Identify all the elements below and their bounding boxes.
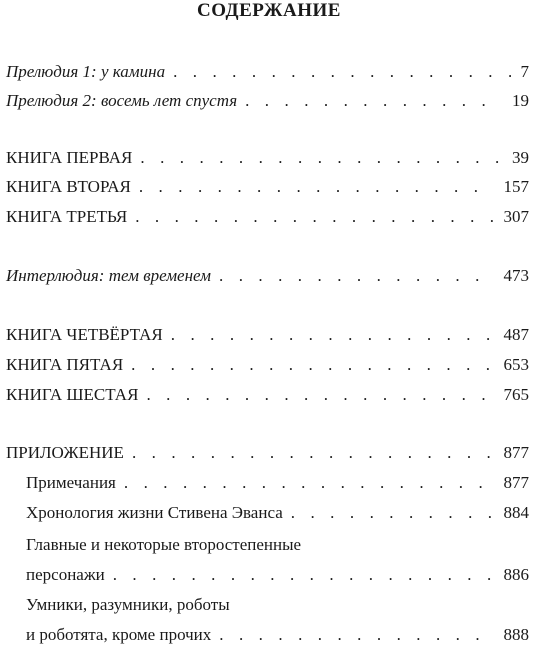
- toc-entry-label: Интерлюдия: тем временем: [6, 266, 211, 285]
- dot-leader: [124, 471, 494, 495]
- dot-leader: [173, 60, 510, 84]
- toc-entry-label: КНИГА ТРЕТЬЯ: [6, 207, 128, 226]
- dot-leader: [139, 175, 494, 199]
- toc-entry-book-4[interactable]: [6, 323, 529, 347]
- dot-leader: [131, 353, 493, 377]
- toc-entry-book-3[interactable]: [6, 205, 529, 229]
- toc-entry-page: 877: [503, 473, 529, 492]
- toc-entry-prelude-1[interactable]: [6, 60, 529, 84]
- dot-leader: [291, 501, 494, 525]
- toc-entry-label: КНИГА ШЕСТАЯ: [6, 385, 139, 404]
- toc-entry-smart-ones-line1[interactable]: Умники, разумники, роботы: [26, 595, 230, 614]
- toc-entry-label: ПРИЛОЖЕНИЕ: [6, 443, 124, 462]
- dot-leader: [245, 89, 502, 113]
- toc-entry-page: 653: [503, 355, 529, 374]
- toc-entry-page: 884: [503, 503, 529, 522]
- toc-entry-label: персонажи: [26, 565, 105, 584]
- toc-entry-label: Прелюдия 1: у камина: [6, 62, 166, 81]
- toc-entry-characters-line1[interactable]: Главные и некоторые второстепенные: [26, 535, 302, 554]
- toc-entry-page: 473: [503, 266, 529, 285]
- toc-entry-page: 39: [512, 148, 529, 167]
- dot-leader: [146, 383, 493, 407]
- toc-title: СОДЕРЖАНИЕ: [197, 0, 341, 21]
- toc-entry-page: 7: [520, 62, 529, 81]
- toc-entry-label: КНИГА ВТОРАЯ: [6, 177, 131, 196]
- dot-leader: [219, 623, 493, 647]
- toc-entry-page: 888: [503, 625, 529, 644]
- toc-entry-page: 307: [503, 207, 529, 226]
- toc-entry-label: Примечания: [26, 473, 116, 492]
- dot-leader: [140, 146, 502, 170]
- toc-entry-notes[interactable]: [26, 471, 529, 495]
- toc-entry-book-1[interactable]: [6, 146, 529, 170]
- toc-entry-smart-ones[interactable]: [26, 623, 529, 647]
- toc-entry-book-5[interactable]: [6, 353, 529, 377]
- toc-entry-book-6[interactable]: [6, 383, 529, 407]
- dot-leader: [132, 441, 494, 465]
- toc-entry-label: Хронология жизни Стивена Эванса: [26, 503, 283, 522]
- toc-entry-label: КНИГА ПЯТАЯ: [6, 355, 124, 374]
- toc-entry-page: 886: [503, 565, 529, 584]
- toc-entry-book-2[interactable]: [6, 175, 529, 199]
- dot-leader: [171, 323, 494, 347]
- toc-entry-page: 487: [503, 325, 529, 344]
- dot-leader: [113, 563, 494, 587]
- toc-entry-label: Прелюдия 2: восемь лет спустя: [6, 91, 238, 110]
- toc-entry-chronology[interactable]: [26, 501, 529, 525]
- toc-entry-page: 877: [503, 443, 529, 462]
- dot-leader: [219, 264, 494, 288]
- toc-entry-interlude[interactable]: [6, 264, 529, 288]
- toc-entry-prelude-2[interactable]: [6, 89, 529, 113]
- toc-entry-page: 765: [503, 385, 529, 404]
- toc-entry-label: КНИГА ПЕРВАЯ: [6, 148, 133, 167]
- dot-leader: [135, 205, 493, 229]
- toc-entry-page: 19: [512, 91, 529, 110]
- toc-entry-characters[interactable]: [26, 563, 529, 587]
- toc-entry-label: КНИГА ЧЕТВЁРТАЯ: [6, 325, 163, 344]
- toc-entry-appendix[interactable]: [6, 441, 529, 465]
- toc-entry-page: 157: [503, 177, 529, 196]
- toc-entry-label: и роботята, кроме прочих: [26, 625, 212, 644]
